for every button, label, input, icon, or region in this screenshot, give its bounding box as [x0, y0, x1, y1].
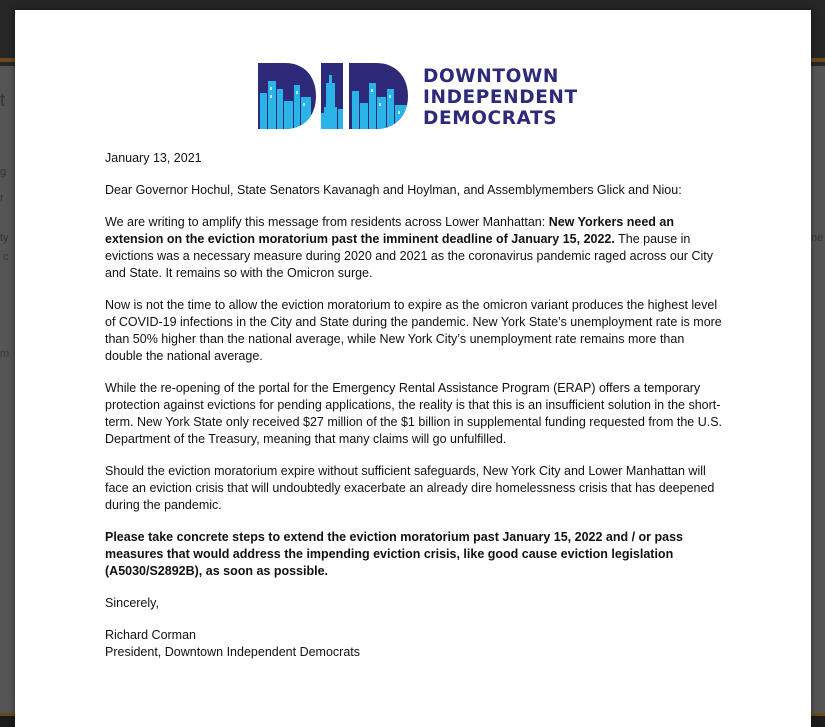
- letter-paragraph-5: [105, 529, 725, 580]
- did-logo: [258, 63, 578, 129]
- did-logo-wordmark: [423, 66, 578, 129]
- letter-paragraph-2: Now is not the time to allow the eviction moratorium to expire as the omicron variant produces the highest level of COVID-19 infections in the City and State during the pandemic. New York State’s unemployment rate is more than 50% higher than the national average, while New York City’s unemployment rate remains more than double the national average.: [105, 298, 722, 363]
- background-text-fragment: ty: [0, 232, 9, 244]
- background-text-fragment: t: [0, 90, 6, 110]
- background-text-fragment: m: [0, 348, 10, 360]
- letter-date: January 13, 2021: [105, 151, 202, 165]
- paragraph-1-rest: The pause in evictions was a necessary measure during 2020 and 2021 as the coronavirus pandemic raged across our City and State. It remains so with the Omicron surge.: [105, 232, 713, 280]
- signer-name: Richard Corman: [105, 628, 197, 642]
- letter-salutation: Dear Governor Hochul, State Senators Kavanagh and Hoylman, and Assemblymembers Glick and Niou:: [105, 183, 682, 197]
- letter-signature: [105, 627, 725, 661]
- paragraph-5-call-to-action: Please take concrete steps to extend the eviction moratorium past January 15, 2022 and / or pass measures that would address the impending eviction crisis, like good cause eviction legislation (A5030/S2892B), as soon as possible.: [105, 530, 684, 578]
- background-text-fragment: g: [0, 166, 7, 178]
- paragraph-1-intro: We are writing to amplify this message from residents across Lower Manhattan:: [105, 215, 549, 229]
- logo-word-democrats: DEMOCRATS: [423, 108, 558, 129]
- letter-lightbox: [15, 10, 811, 727]
- letter-body: [105, 150, 725, 676]
- letter-paragraph-4: Should the eviction moratorium expire without sufficient safeguards, New York City and Lower Manhattan will face an eviction crisis that will undoubtedly exacerbate an already dire homelessness crisis that has deepened during the pandemic.: [105, 464, 715, 512]
- background-text-fragment: r: [0, 192, 4, 204]
- background-text-fragment: c: [3, 251, 9, 263]
- paragraph-1-emphasis: New Yorkers need an extension on the eviction moratorium past the imminent deadline of January 15, 2022.: [105, 215, 674, 246]
- letter-paragraph-3: While the re-opening of the portal for the Emergency Rental Assistance Program (ERAP) offers a temporary protection against evictions for pending applications, the reality is that this is an insufficient solution in the short-term. New York State only received $27 million of the $1 billion in supplemental funding requested from the U.S. Department of the Treasury, meaning that many claims will go unfulfilled.: [105, 381, 723, 446]
- signer-title: President, Downtown Independent Democrats: [105, 645, 361, 659]
- did-logo-mark: [258, 63, 410, 129]
- background-text-fragment: ne: [811, 232, 824, 244]
- letter-closing: Sincerely,: [105, 596, 159, 610]
- logo-word-independent: INDEPENDENT: [423, 87, 578, 108]
- logo-word-downtown: DOWNTOWN: [423, 66, 560, 87]
- letter-paragraph-1: [105, 214, 725, 282]
